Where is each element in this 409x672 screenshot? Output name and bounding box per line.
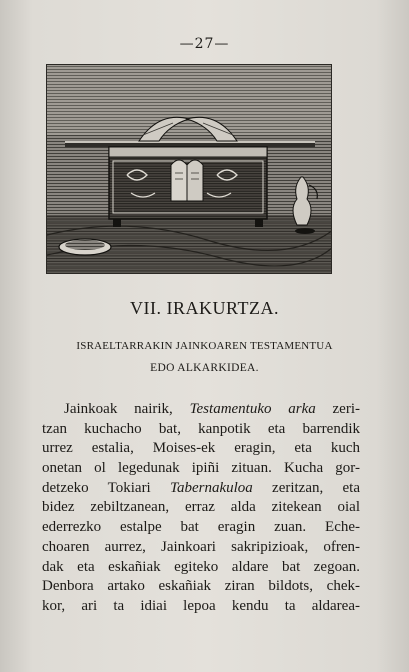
text-line: choaren aurrez, Jainkoari sakripizioak, ofren- (42, 538, 360, 555)
text-line: onetan ol legedunak ipiñi zituan. Kucha gor- (42, 460, 360, 477)
page-number: —27— (179, 36, 230, 52)
section-subtitle-line-1: ISRAELTARRAKIN JAINKOAREN TESTAMENTUA (76, 340, 333, 352)
text-line: Jainkoak nairik, Testamentuko arka zeri- (64, 401, 360, 417)
text-line: urrez estalia, Moises-ek eragin, eta kuch (42, 440, 360, 457)
text-line: detzeko Tokiari Tabernakuloa zeritzan, eta (42, 479, 360, 496)
body-paragraph (42, 400, 360, 617)
text-line: ederrezko estalpe bat eragin zuan. Eche- (42, 519, 360, 536)
text-line: tzan kuchacho bat, kanpotik eta barrendik (42, 420, 360, 437)
section-subtitle-line-2: EDO ALKARKIDEA. (150, 362, 259, 374)
text-line: bidez zebiltzanean, erraz alda zitekean oial (42, 499, 360, 516)
text-line: dak eta eskañiak egiteko aldare bat zegoan. (42, 558, 360, 575)
ark-of-covenant-engraving (46, 64, 332, 274)
text-line: kor, ari ta idiai lepoa kendu ta aldarea- (42, 597, 360, 614)
chapter-title: VII. IRAKURTZA. (130, 298, 279, 318)
text-line: Denbora artako eskañiak ziran bildots, chek- (42, 578, 360, 595)
